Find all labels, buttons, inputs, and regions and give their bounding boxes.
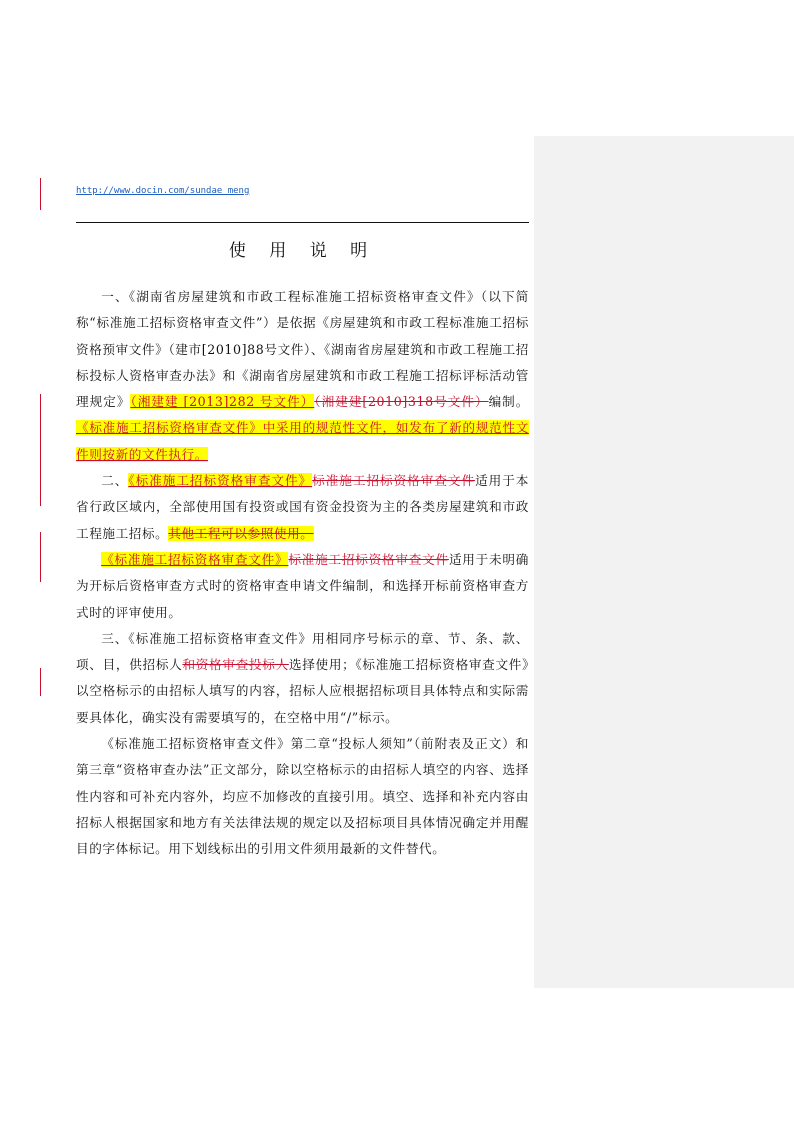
deleted-text: 标准施工招标资格审查文件 <box>288 551 449 567</box>
paragraph <box>76 284 529 468</box>
document-body <box>76 284 529 863</box>
page-title: 使 用 说 明 <box>228 241 377 261</box>
text-run: 适用于本省行政区域内，全部使用国有投资或国有资金投资为主的各类房屋建筑和市政工程施工招标。 <box>76 473 530 541</box>
deleted-text: 其他工程可以参照使用。 <box>168 525 314 541</box>
paragraph <box>76 468 529 547</box>
inserted-text: 《标准施工招标资格审查文件》中采用的规范性文件，如发布了新的规范性文件则按新的文件执行。 <box>76 420 529 462</box>
text-run: 一、《湖南省房屋建筑和市政工程标准施工招标资格审查文件》（以下简称“标准施工招标资格审查文件”）是依据《房屋建筑和市政工程标准施工招标资格预审文件》（建市[2010]88号文件）、《湖南省房屋建筑和市政工程施工招标投标人资格审查办法》和《湖南省房屋建筑和市政工程施工招标评标活动管理规定》 <box>76 289 529 410</box>
change-bar <box>40 668 41 696</box>
header-rule <box>76 222 529 223</box>
text-run: 三、《标准施工招标资格审查文件》用相同序号标示的章、节、条、款、项、目，供招标人 <box>76 630 529 673</box>
paragraph <box>76 731 529 862</box>
header-url-link[interactable]: http://www.docin.com/sundae meng <box>76 186 250 196</box>
deleted-text: 标准施工招标资格审查文件 <box>312 473 476 489</box>
text-run: 二、 <box>101 473 129 489</box>
paragraph <box>76 626 529 731</box>
text-run: 适用于未明确为开标后资格审查方式时的资格审查申请文件编制，和选择开标前资格审查方式时的评审使用。 <box>76 551 530 620</box>
paragraph <box>76 547 529 626</box>
comment-pane <box>534 136 794 988</box>
change-bar <box>40 178 41 210</box>
inserted-text: （湘建建 [2013]282 号文件） <box>130 394 315 410</box>
inserted-text: 《标准施工招标资格审查文件》 <box>101 551 289 567</box>
change-bar <box>40 532 41 582</box>
text-run: 《标准施工招标资格审查文件》第二章“投标人须知”（前附表及正文）和第三章“资格审查办法”正文部分，除以空格标示的由招标人填空的内容、选择性内容和可补充内容外，均应不加修改的直接引用。填空、选择和补充内容由招标人根据国家和地方有关法律法规的规定以及招标项目具体情况确定并用醒目的字体标记。用下划线标出的引用文件须用最新的文件替代。 <box>76 736 529 857</box>
inserted-text: 《标准施工招标资格审查文件》 <box>128 473 313 489</box>
change-bar <box>40 394 41 506</box>
deleted-text: 和资格审查投标人 <box>182 657 289 673</box>
text-run: 编制。 <box>488 394 529 410</box>
deleted-text: （湘建建[2010]318号文件） <box>314 394 489 410</box>
text-run: 选择使用；《标准施工招标资格审查文件》以空格标示的由招标人填写的内容，招标人应根据招标项目具体特点和实际需要具体化，确实没有需要填写的，在空格中用“/”标示。 <box>76 657 529 725</box>
